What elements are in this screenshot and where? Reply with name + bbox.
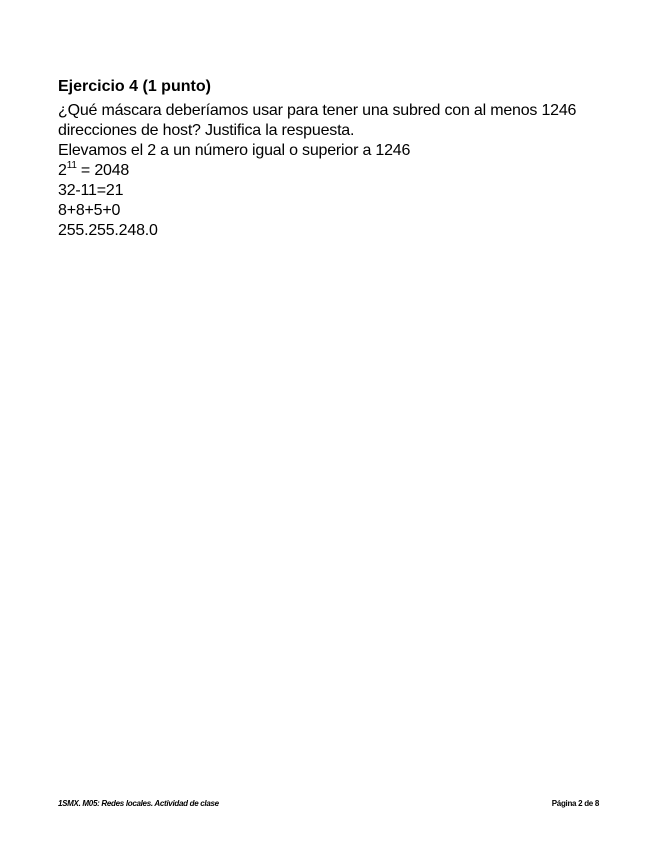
answer-intro: Elevamos el 2 a un número igual o superior a 1246 xyxy=(58,142,411,159)
exercise-question: ¿Qué máscara deberíamos usar para tener una subred con al menos 1246 direcciones de host? Justifica la respuesta. xyxy=(58,102,577,139)
subtraction-line: 32-11=21 xyxy=(58,182,124,199)
power-result: = 2048 xyxy=(76,162,130,179)
exercise-section xyxy=(58,76,598,241)
octet-sum-line: 8+8+5+0 xyxy=(58,202,121,219)
exercise-title: Ejercicio 4 (1 punto) xyxy=(58,78,211,95)
footer-page-number: Página 2 de 8 xyxy=(551,799,599,808)
power-line xyxy=(58,161,598,181)
power-exponent: 11 xyxy=(66,159,77,171)
mask-line: 255.255.248.0 xyxy=(58,222,158,239)
power-base: 2 xyxy=(58,162,67,179)
footer-course-info: 1SMX. M05: Redes locales. Actividad de clase xyxy=(58,799,219,808)
